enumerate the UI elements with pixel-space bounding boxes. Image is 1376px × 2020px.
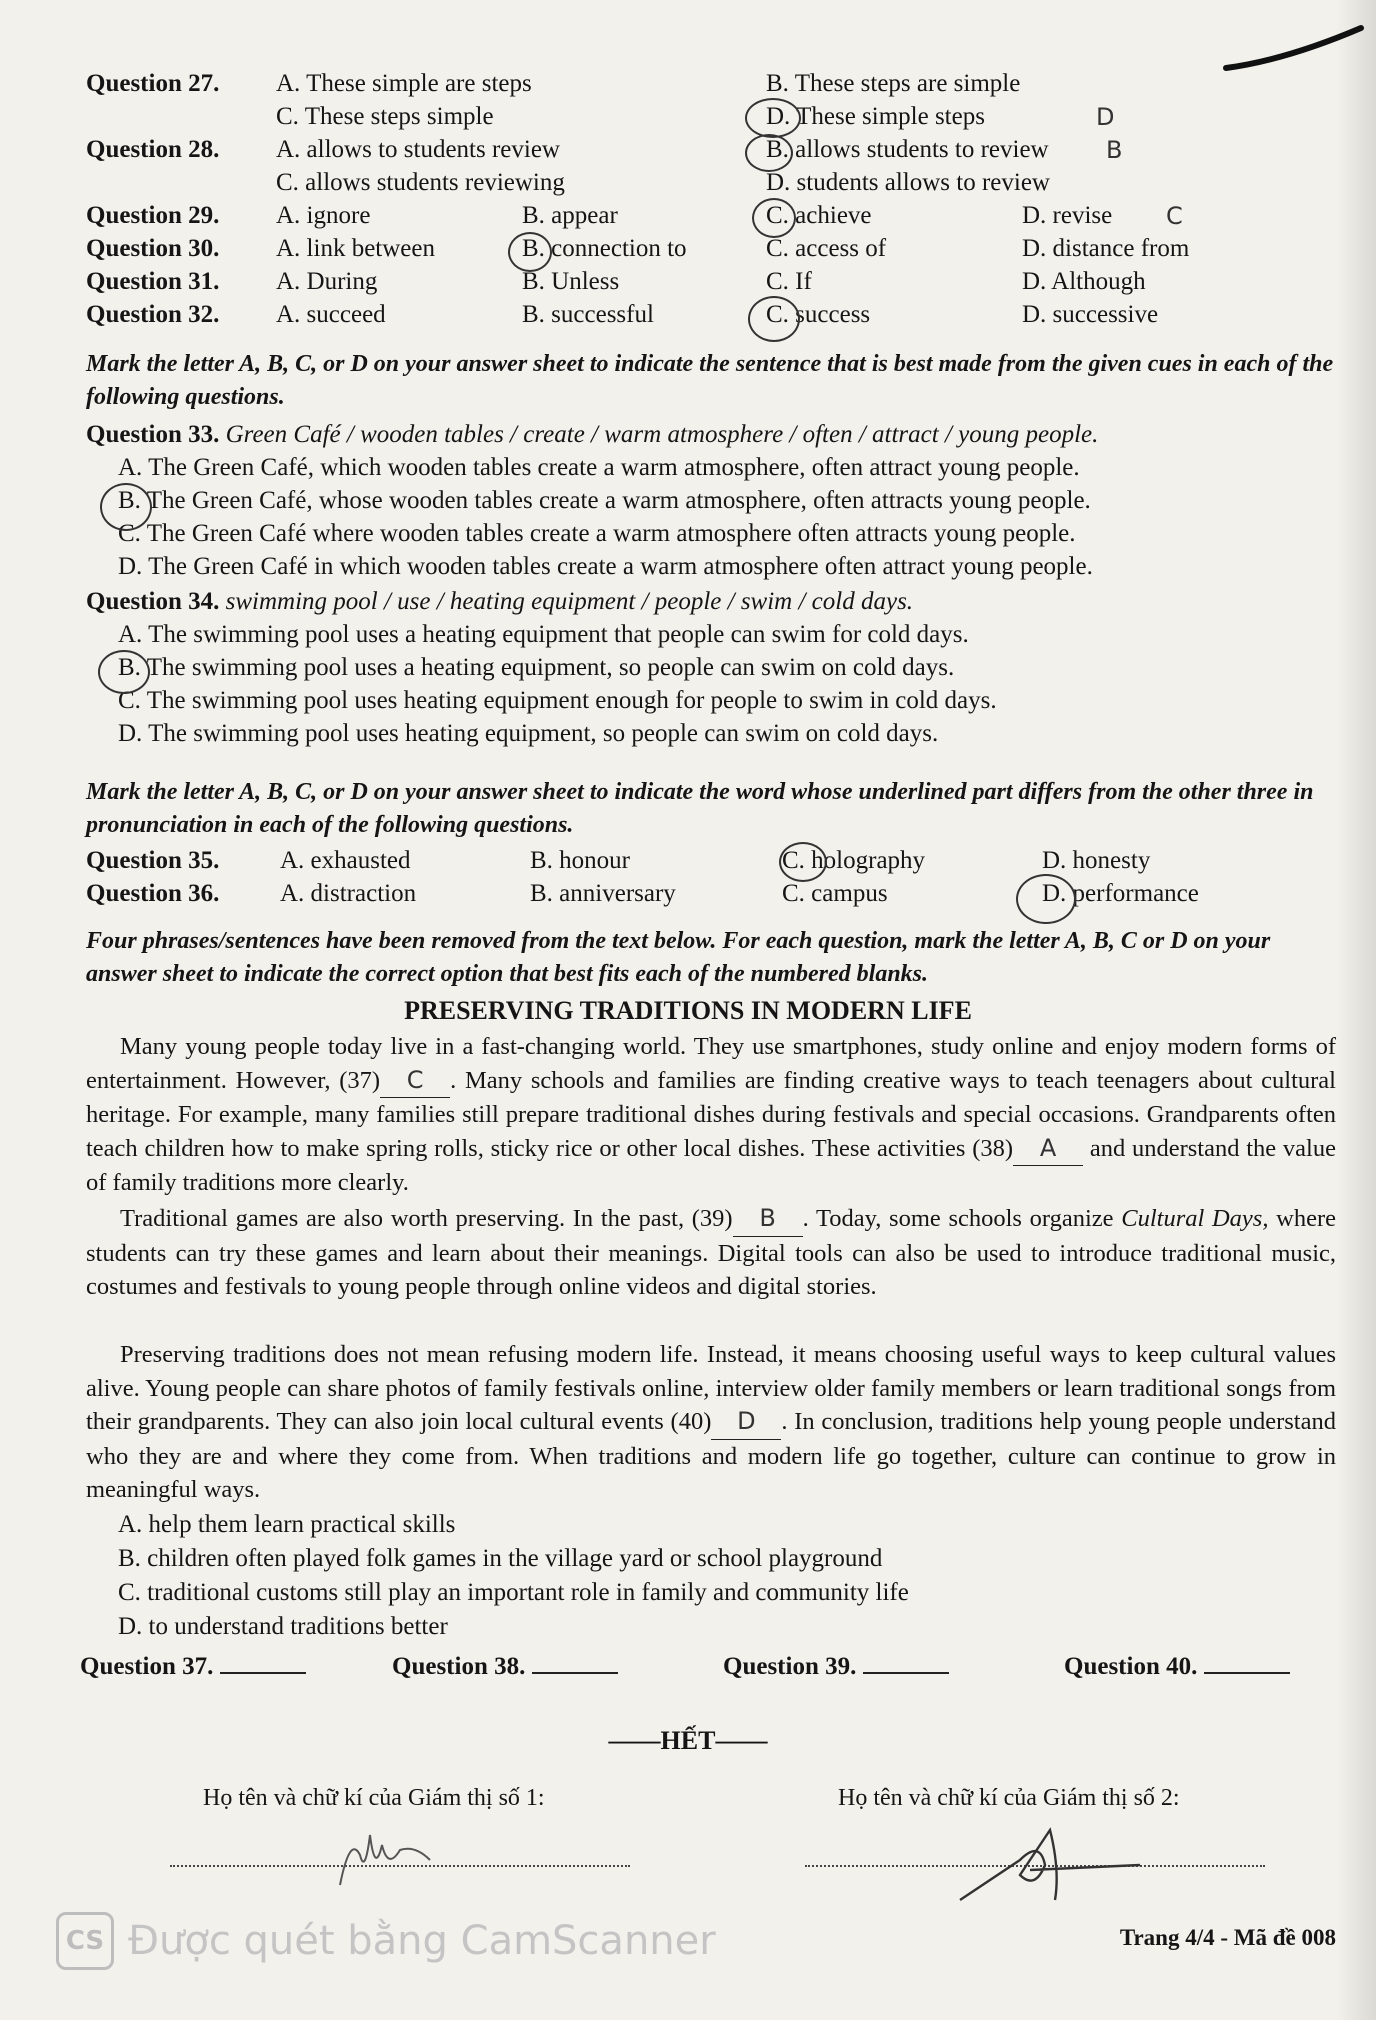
option-b: B. connection to: [522, 235, 687, 262]
end-marker: ——HẾT——: [608, 1726, 768, 1755]
signature-1: [320, 1815, 440, 1895]
question-32: [86, 299, 1346, 331]
option-a: A. These simple are steps: [276, 70, 532, 97]
answer-label: Question 37.: [80, 1653, 214, 1680]
option-a: A. distraction: [280, 880, 417, 907]
reading-title: PRESERVING TRADITIONS IN MODERN LIFE: [404, 996, 972, 1025]
option-a: A. link between: [276, 235, 435, 262]
cue-text: swimming pool / use / heating equipment / people / swim / cold days.: [225, 588, 914, 615]
question-31: [86, 266, 1346, 298]
page-footer: Trang 4/4 - Mã đề 008: [1119, 1925, 1336, 1950]
answer-circle: [779, 842, 827, 882]
blank-40: D: [711, 1405, 781, 1440]
reading-paragraph-1: [86, 1030, 1336, 1200]
reading-option-c: C. traditional customs still play an important role in family and community life: [118, 1579, 909, 1606]
question-35: [86, 845, 1346, 877]
question-label: Question 27.: [86, 70, 220, 97]
question-label: Question 36.: [86, 880, 220, 907]
question-28-row2: [86, 167, 1346, 199]
answer-line-39: [863, 1652, 949, 1674]
question-label: Question 30.: [86, 235, 220, 262]
q34-option-c: C. The swimming pool uses heating equipment enough for people to swim in cold days.: [118, 687, 997, 714]
question-label: Question 28.: [86, 136, 220, 163]
answer-label: Question 39.: [723, 1653, 857, 1680]
option-c: C. achieve: [766, 202, 872, 229]
option-d: D. revise: [1022, 202, 1113, 229]
reading-option-b: B. children often played folk games in the village yard or school playground: [118, 1545, 883, 1572]
signature-2: [950, 1820, 1150, 1910]
question-label: Question 34.: [86, 588, 220, 615]
instruction-pronunciation: Mark the letter A, B, C, or D on your answer sheet to indicate the word whose underlined part differs from the other three in pronunciation in each of the following questions.: [86, 779, 1314, 838]
question-27: [86, 68, 1346, 100]
q33-option-d: D. The Green Café in which wooden tables create a warm atmosphere often attract young people.: [118, 553, 1093, 580]
para-text: . Today, some schools organize: [802, 1205, 1122, 1232]
answer-circle: [98, 650, 150, 694]
option-b: B. Unless: [522, 268, 620, 295]
option-a: A. ignore: [276, 202, 371, 229]
option-c: C. These steps simple: [276, 103, 494, 130]
para-text: . In conclusion, traditions help young people understand who they are and where they come from. When traditions and modern life go together, culture can continue to grow in meaningful ways.: [86, 1408, 1336, 1504]
option-c: C. allows students reviewing: [276, 169, 565, 196]
answer-circle: [752, 198, 796, 238]
proctor-2-label: Họ tên và chữ kí của Giám thị số 2:: [838, 1785, 1180, 1811]
para-emphasis: Cultural Days,: [1121, 1205, 1269, 1232]
para-text: Many young people today live in a fast-changing world. They use smartphones, study online and enjoy modern forms of entertainment. However, (37): [86, 1033, 1336, 1094]
answer-line-37: [220, 1652, 306, 1674]
proctor-1-label: Họ tên và chữ kí của Giám thị số 1:: [203, 1785, 545, 1811]
option-d: D. performance: [1042, 880, 1199, 907]
handwritten-answer: D: [1096, 103, 1115, 131]
option-d: D. Although: [1022, 268, 1146, 295]
q33-option-c: C. The Green Café where wooden tables create a warm atmosphere often attracts young people.: [118, 520, 1076, 547]
question-label: Question 35.: [86, 847, 220, 874]
option-d: D. successive: [1022, 301, 1159, 328]
camscanner-logo: CS: [56, 1912, 114, 1970]
instruction-reading: Four phrases/sentences have been removed from the text below. For each question, mark the letter A, B, C or D on your answer sheet to indicate the correct option that best fits each of the numbered blanks.: [86, 928, 1271, 987]
option-b: B. allows students to review: [766, 136, 1049, 163]
question-label: Question 31.: [86, 268, 220, 295]
q34-option-d: D. The swimming pool uses heating equipment, so people can swim on cold days.: [118, 720, 939, 747]
question-label: Question 33.: [86, 421, 220, 448]
option-b: B. These steps are simple: [766, 70, 1021, 97]
option-a: A. During: [276, 268, 378, 295]
option-a: A. succeed: [276, 301, 386, 328]
answer-circle: [1016, 874, 1076, 924]
cue-text: Green Café / wooden tables / create / warm atmosphere / often / attract / young people.: [225, 421, 1099, 448]
question-36: [86, 878, 1346, 910]
para-text: Preserving traditions does not mean refusing modern life. Instead, it means choosing useful ways to keep cultural values alive. Young people can share photos of family festivals online, interview older family members or learn traditional songs from their grandparents. They can also join local cultural events (40): [86, 1341, 1336, 1436]
answer-label: Question 40.: [1064, 1653, 1198, 1680]
option-a: A. exhausted: [280, 847, 411, 874]
reading-option-d: D. to understand traditions better: [118, 1613, 448, 1640]
reading-paragraph-3: [86, 1338, 1336, 1507]
option-d: D. students allows to review: [766, 169, 1050, 196]
blank-37: C: [380, 1064, 450, 1099]
question-34-cue: [86, 585, 1346, 618]
option-c: C. success: [766, 301, 871, 328]
option-c: C. access of: [766, 235, 887, 262]
para-text: and understand the value of family traditions more clearly.: [86, 1134, 1336, 1197]
question-label: Question 29.: [86, 202, 220, 229]
blank-39: B: [733, 1202, 803, 1237]
para-text: Traditional games are also worth preserving. In the past, (39): [120, 1205, 733, 1232]
question-label: Question 32.: [86, 301, 220, 328]
answer-label: Question 38.: [392, 1653, 526, 1680]
question-27-row2: [86, 101, 1346, 133]
q34-option-b: B. The swimming pool uses a heating equipment, so people can swim on cold days.: [118, 654, 955, 681]
q33-option-a: A. The Green Café, which wooden tables create a warm atmosphere, often attract young people.: [118, 454, 1080, 481]
answer-circle: [748, 296, 800, 342]
question-29: [86, 200, 1346, 232]
option-b: B. honour: [530, 847, 630, 874]
q34-option-a: A. The swimming pool uses a heating equipment that people can swim for cold days.: [118, 621, 969, 648]
blank-38: A: [1013, 1132, 1083, 1167]
option-a: A. allows to students review: [276, 136, 560, 163]
option-c: C. campus: [782, 880, 888, 907]
q33-option-b: B. The Green Café, whose wooden tables create a warm atmosphere, often attracts young people.: [118, 487, 1091, 514]
answer-circle: [745, 134, 793, 172]
option-b: B. anniversary: [530, 880, 676, 907]
option-d: D. honesty: [1042, 847, 1151, 874]
question-33-cue: [86, 418, 1346, 451]
option-c: C. holography: [782, 847, 926, 874]
para-text: where students can try these games and learn about their meanings. Digital tools can also be used to introduce traditional music, costumes and festivals to young people through online videos and digital stories.: [86, 1205, 1336, 1301]
answer-circle: [508, 232, 552, 272]
handwritten-answer: B: [1106, 136, 1123, 164]
option-c: C. If: [766, 268, 812, 295]
option-b: B. successful: [522, 301, 654, 328]
answer-line-40: [1204, 1652, 1290, 1674]
question-30: [86, 233, 1346, 265]
option-b: B. appear: [522, 202, 618, 229]
reading-option-a: A. help them learn practical skills: [118, 1511, 456, 1538]
para-text: . Many schools and families are finding creative ways to teach teenagers about cultural heritage. For example, many families still prepare traditional dishes during festivals and special occasions. Grandparents often teach children how to make spring rolls, sticky rice or other local dishes. These activities (38): [86, 1066, 1336, 1162]
camscanner-watermark: [56, 1912, 716, 1970]
handwritten-answer: C: [1166, 202, 1183, 230]
answer-circle: [100, 483, 152, 531]
reading-paragraph-2: [86, 1202, 1336, 1304]
instruction-sentence-building: Mark the letter A, B, C, or D on your answer sheet to indicate the sentence that is best made from the given cues in each of the following questions.: [86, 351, 1334, 410]
camscanner-text: Được quét bằng CamScanner: [128, 1918, 716, 1964]
option-d: D. distance from: [1022, 235, 1190, 262]
answer-line-38: [532, 1652, 618, 1674]
answer-circle: [745, 98, 801, 138]
question-28: [86, 134, 1346, 166]
option-d: D. These simple steps: [766, 103, 985, 130]
